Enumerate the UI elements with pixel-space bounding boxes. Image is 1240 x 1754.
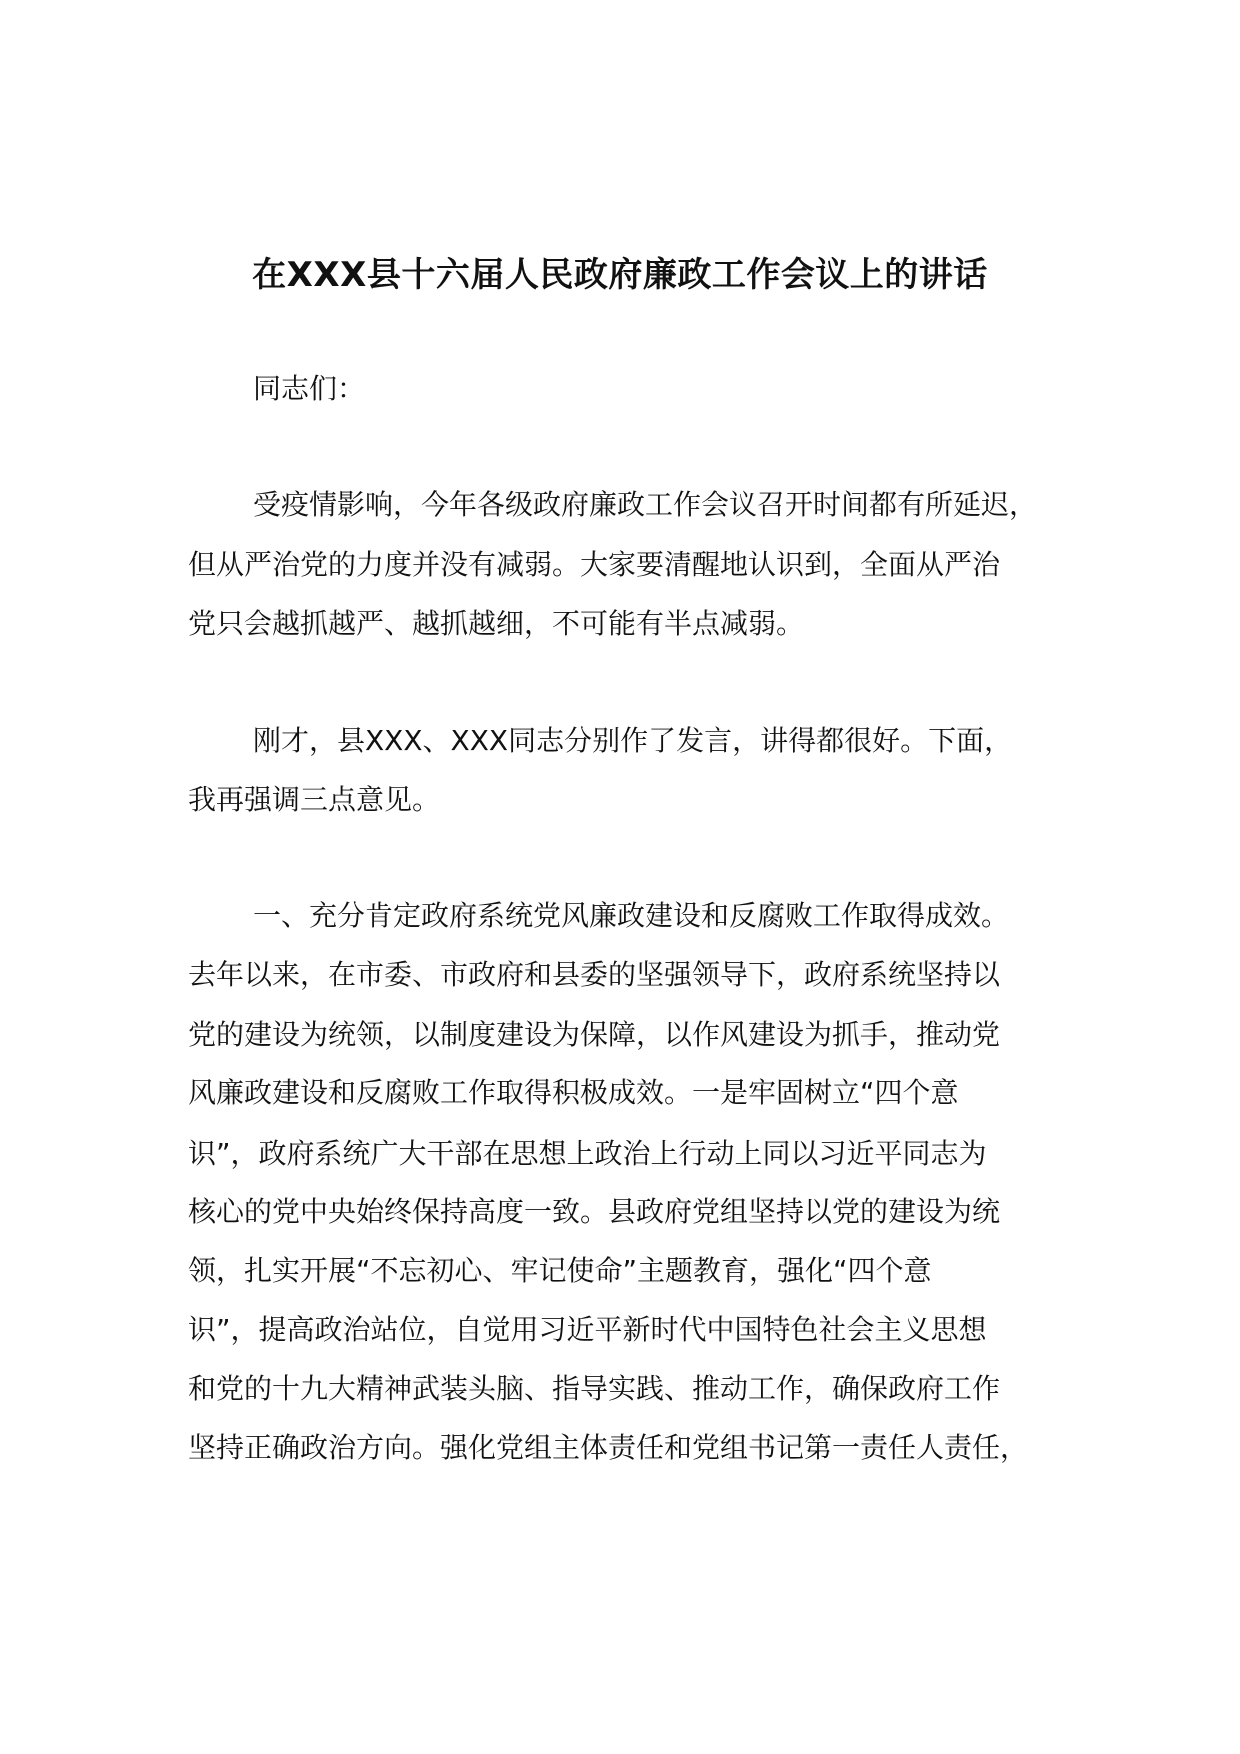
paragraph-1-line-1: 受疫情影响，今年各级政府廉政工作会议召开时间都有所延迟， [253,488,1038,521]
paragraph-3-line-1: 一、充分肯定政府系统党风廉政建设和反腐败工作取得成效。 [253,899,1010,932]
paragraph-3-line-3: 党的建设为统领，以制度建设为保障，以作风建设为抓手，推动党 [188,1018,1001,1051]
paragraph-3-line-2: 去年以来，在市委、市政府和县委的坚强领导下，政府系统坚持以 [188,958,1001,991]
paragraph-3-line-7: 领，扎实开展“不忘初心、牢记使命”主题教育，强化“四个意 [188,1254,932,1287]
paragraph-2-line-1: 刚才，县XXX、XXX同志分别作了发言，讲得都很好。下面， [253,724,1013,757]
paragraph-3-line-5: 识”，政府系统广大干部在思想上政治上行动上同以习近平同志为 [188,1137,987,1170]
paragraph-1-line-3: 党只会越抓越严、越抓越细，不可能有半点减弱。 [188,607,805,640]
salutation: 同志们： [253,372,366,405]
document-title: 在XXX县十六届人民政府廉政工作会议上的讲话 [252,255,988,295]
paragraph-1-line-2: 但从严治党的力度并没有减弱。大家要清醒地认识到，全面从严治 [188,548,1001,581]
paragraph-2-line-2: 我再强调三点意见。 [188,783,441,816]
paragraph-3-line-9: 和党的十九大精神武装头脑、指导实践、推动工作，确保政府工作 [188,1372,1001,1405]
paragraph-3-line-10: 坚持正确政治方向。强化党组主体责任和党组书记第一责任人责任， [188,1431,1029,1464]
paragraph-3-line-6: 核心的党中央始终保持高度一致。县政府党组坚持以党的建设为统 [188,1195,1001,1228]
paragraph-3-line-8: 识”，提高政治站位，自觉用习近平新时代中国特色社会主义思想 [188,1313,987,1346]
paragraph-3-line-4: 风廉政建设和反腐败工作取得积极成效。一是牢固树立“四个意 [188,1076,959,1109]
